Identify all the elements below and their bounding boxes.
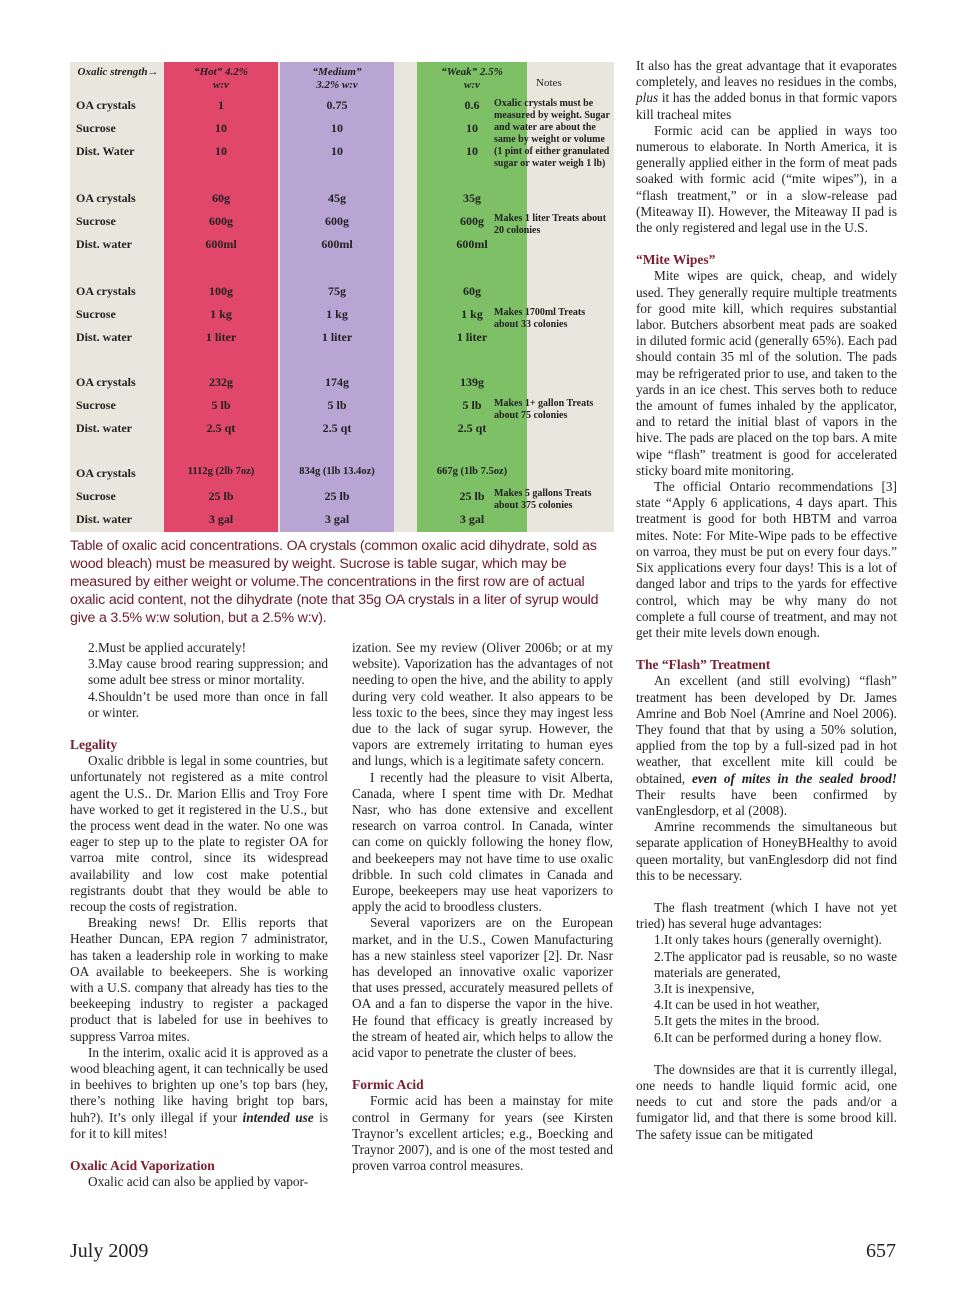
table-cell-hot: 1 liter — [205, 330, 237, 344]
table-cell-medium: 45g — [328, 191, 346, 205]
paragraph: I recently had the pleasure to visit Alberta, Canada, where I spent time with Dr. Medhat Nasr, who has done extensive and excellent research on varroa control. In Canada, winter can come on quickly following the honey flow, and beekeepers may not have time to use oxalic dribble. In such cold climates in Canada and Europe, beekeepers may use heat vaporizers to apply the acid to broodless clusters. — [352, 769, 613, 915]
list-item: 1.It only takes hours (generally overnight). — [654, 932, 882, 948]
list-item: 3.May cause brood rearing suppression; and some adult bee stress or minor mortality. — [88, 656, 328, 688]
paragraph: Formic acid can be applied in ways too numerous to elaborate. In North America, it is generally applied either in the form of meat pads soaked with formic acid (“mite wipes”), in a “flash treatment,” or in a slow-release pad (Miteaway II). However, the Miteaway II pad is the only registered and legal use in the U.S. — [636, 122, 897, 236]
table-cell-weak: 2.5 qt — [457, 421, 487, 435]
table-caption: Table of oxalic acid concentrations. OA crystals (common oxalic acid dihydrate, sold as wood bleach) must be measured by weight. Sucrose is table sugar, which may be measured by either weight or volume.The concentrations in the first row are of actual oxalic acid content, not the dihydrate (note that 35g OA crystals in a liter of syrup would give a 3.5% w:w solution, but a 2.5% w:v). — [70, 538, 599, 626]
row-label: OA crystals — [76, 375, 136, 389]
paragraph: An excellent (and still evolving) “flash” treatment has been developed by Dr. James Amrine and Bob Noel (Amrine and Noel 2006). They found that that by using a 50% solution, applied from the top by a full-sized pad in hot weather, that excellent mite kill could be obtained, even of mites in the sealed brood! Their results have been confirmed by vanEnglesdorp, et al (2008). — [636, 673, 897, 818]
table-cell-weak: 35g — [463, 191, 481, 205]
table-cell-hot: 25 lb — [208, 489, 234, 503]
row-label: Dist. water — [76, 421, 132, 435]
table-note: Oxalic crystals must be measured by weight. Sugar and water are about the same by weight or volume (1 pint of either granulated sugar or water weigh 1 lb) — [494, 98, 610, 169]
list-item: 6.It can be performed during a honey flow. — [654, 1029, 882, 1045]
issue-date: July 2009 — [70, 1240, 149, 1262]
paragraph: Mite wipes are quick, cheap, and widely used. They generally require multiple treatments for good mite kill, which requires substantial labor. Butchers absorbent meat pads are soaked in diluted formic acid (generally 65%). Each pad should contain 35 ml of the solution. The pads may be refrigerated prior to use, and taken to the yards in an ice chest. This serves both to reduce the amount of fumes inhaled by the applicator, and to retard the initial blast of vapors in the hive. The pads are placed on the top bars. A mite wipe “flash” treatment is good for accelerated sticky board mite monitoring. — [636, 268, 897, 478]
paragraph: In the interim, oxalic acid it is approved as a wood bleaching agent, it can technically be used in beehives to brighten up one’s top bars (hey, there’s nothing like having bright top bars, huh?). It’s only illegal if your intended use is for it to kill mites! — [70, 1044, 328, 1141]
table-cell-hot: 232g — [209, 375, 233, 389]
list-item: 4.Shouldn’t be used more than once in fall or winter. — [88, 688, 328, 720]
page-number: 657 — [866, 1240, 896, 1262]
table-cell-weak: 139g — [460, 375, 484, 389]
table-cell-hot: 5 lb — [211, 398, 231, 412]
table-cell-medium: 10 — [331, 121, 343, 135]
table-cell-hot: 10 — [215, 144, 227, 158]
table-note: Makes 5 gallons Treats about 375 colonies — [494, 488, 592, 511]
row-label: Dist. Water — [76, 144, 135, 158]
table-cell-hot: 2.5 qt — [206, 421, 236, 435]
table-cell-medium: 174g — [325, 375, 349, 389]
row-label: Dist. water — [76, 512, 132, 526]
table-cell-weak: 10 — [466, 144, 478, 158]
list-item: 5.It gets the mites in the brood. — [654, 1013, 820, 1029]
table-cell-hot: 600g — [209, 214, 233, 228]
notes-header: Notes — [536, 77, 562, 89]
table-cell-medium: 0.75 — [326, 98, 348, 112]
row-label: Sucrose — [76, 121, 116, 135]
table-cell-weak: 10 — [466, 121, 478, 135]
row-label: Dist. water — [76, 330, 132, 344]
table-note: Makes 1 liter Treats about 20 colonies — [494, 213, 607, 236]
paragraph: Oxalic acid can also be applied by vapor- — [88, 1174, 309, 1190]
oxalic-concentration-table — [70, 62, 614, 532]
paragraph: Formic acid has been a mainstay for mite control in Germany for years (see Kirsten Traynor’s excellent articles; e.g., Boecking and Traynor 2007), and is one of the most tested and proven varroa control measures. — [352, 1093, 613, 1174]
table-cell-weak: 5 lb — [462, 398, 482, 412]
table-cell-weak: 25 lb — [459, 489, 485, 503]
table-cell-medium: 75g — [328, 284, 346, 298]
table-cell-medium: 1 kg — [326, 307, 348, 321]
table-cell-hot: 1112g (2lb 7oz) — [187, 466, 255, 477]
table-cell-medium: 3 gal — [324, 512, 350, 526]
paragraph: ization. See my review (Oliver 2006b; or at my website). Vaporization has the advantages of not needing to open the hive, and the ability to apply during very cold weather. It also appears to be less toxic to the bees, since they may ingest less due to the lack of sugar syrup. However, the vapors are extremely irritating to human eyes and lungs, which is a legitimate safety concern. — [352, 640, 613, 769]
paragraph: The flash treatment (which I have not yet tried) has several huge advantages: — [636, 899, 897, 932]
heading-mite-wipes: “Mite Wipes” — [636, 252, 716, 268]
list-item: 2.The applicator pad is reusable, so no waste materials are generated, — [654, 948, 897, 980]
table-cell-medium: 2.5 qt — [322, 421, 352, 435]
paragraph: The official Ontario recommendations [3] state “Apply 6 applications, 4 days apart. This treatment is good for both HBTM and varroa mites. Note: For Mite-Wipe pads to be effective on varroa, they must be put on every four days.” Six applications every four days! This is a lot of danged labor and trips to the yards for effective control, which may be why many do not complete a full course of treatment, and may not get their mite levels down enough. — [636, 479, 897, 640]
row-label: Dist. water — [76, 237, 132, 251]
column-3 — [636, 58, 897, 1143]
weak-header: “Weak” 2.5% w:v — [441, 66, 503, 91]
table-cell-hot: 1 — [218, 98, 224, 112]
column-2 — [352, 640, 613, 1175]
hot-header: “Hot” 4.2% w:v — [194, 66, 248, 91]
table-cell-weak: 667g (1lb 7.5oz) — [436, 466, 508, 477]
row-label: OA crystals — [76, 466, 136, 480]
paragraph: Several vaporizers are on the European market, and in the U.S., Cowen Manufacturing has a new stainless steel vaporizer [2]. Dr. Nasr has developed an innovative oxalic vaporizer that uses pressed, accurately measured pellets of OA and a fan to disperse the vapor in the hive. He found that efficacy is greatly increased by the stream of heated air, which helps to allow the acid vapor to penetrate the cluster of bees. — [352, 915, 613, 1061]
heading-flash-treatment: The “Flash” Treatment — [636, 657, 771, 673]
table-cell-medium: 834g (1lb 13.4oz) — [299, 466, 375, 477]
paragraph: Oxalic dribble is legal in some countries, but unfortunately not registered as a mite control agent the U.S.. Dr. Marion Ellis and Troy Fore have worked to get it registered in the U.S., but the process went dead in the water. No one was eager to step up to the plate to register OA for varroa mite control, since its widespread availability and low cost make potential registrants doubt that they would be able to recoup the costs of registration. — [70, 753, 328, 915]
row-label: Sucrose — [76, 307, 116, 321]
table-cell-weak: 1 liter — [456, 330, 488, 344]
table-cell-weak: 600ml — [456, 237, 488, 251]
table-cell-weak: 600g — [460, 214, 484, 228]
heading-formic-acid: Formic Acid — [352, 1077, 424, 1093]
table-cell-medium: 25 lb — [324, 489, 350, 503]
paragraph: Amrine recommends the simultaneous but separate application of HoneyBHealthy to avoid queen mortality, but vanEnglesdorp did not find this to be necessary. — [636, 819, 897, 883]
table-note: Makes 1+ gallon Treats about 75 colonies — [494, 398, 594, 421]
table-cell-hot: 60g — [212, 191, 230, 205]
list-item: 2.Must be applied accurately! — [88, 640, 247, 655]
table-cell-hot: 100g — [209, 284, 233, 298]
table-cell-weak: 0.6 — [464, 98, 480, 112]
row-label: OA crystals — [76, 191, 136, 205]
table-cell-medium: 1 liter — [321, 330, 353, 344]
row-label: Sucrose — [76, 489, 116, 503]
list-item: 3.It is inexpensive, — [654, 980, 755, 996]
paragraph: Breaking news! Dr. Ellis reports that Heather Duncan, EPA region 7 administrator, has taken a leadership role in working to make OA available to beekeepers. She is working with a U.S. company that already has ties to the beekeeping industry to register a packaged product that is labeled for use in beehives to suppress Varroa mites. — [70, 915, 328, 1044]
list-item: 4.It can be used in hot weather, — [654, 997, 820, 1013]
table-cell-medium: 600ml — [321, 237, 353, 251]
table-cell-hot: 10 — [215, 121, 227, 135]
table-cell-weak: 1 kg — [461, 307, 483, 321]
row-label: OA crystals — [76, 98, 136, 112]
table-cell-weak: 60g — [463, 284, 481, 298]
row-label: OA crystals — [76, 284, 136, 298]
row-label: Sucrose — [76, 214, 116, 228]
table-cell-hot: 3 gal — [208, 512, 234, 526]
column-1 — [70, 640, 328, 1191]
heading-oxalic-vaporization: Oxalic Acid Vaporization — [70, 1158, 215, 1174]
table-cell-weak: 3 gal — [459, 512, 485, 526]
table-cell-medium: 600g — [325, 214, 349, 228]
table-cell-hot: 1 kg — [210, 307, 232, 321]
paragraph: The downsides are that it is currently illegal, one needs to handle liquid formic acid, one needs to cut and store the pads and/or a fumigator lid, and that there is some brood kill. The safety issue can be mitigated — [636, 1061, 897, 1142]
table-cell-medium: 5 lb — [327, 398, 347, 412]
medium-header: “Medium” 3.2% w:v — [312, 66, 362, 91]
heading-legality: Legality — [70, 737, 118, 753]
row-label: Sucrose — [76, 398, 116, 412]
table-corner-header: Oxalic strength→ — [77, 66, 159, 78]
table-cell-medium: 10 — [331, 144, 343, 158]
paragraph: It also has the great advantage that it evaporates completely, and leaves no residues in the combs, plus it has the added bonus in that formic vapors kill tracheal mites — [636, 58, 897, 122]
table-cell-hot: 600ml — [205, 237, 237, 251]
table-note: Makes 1700ml Treats about 33 colonies — [494, 307, 586, 330]
